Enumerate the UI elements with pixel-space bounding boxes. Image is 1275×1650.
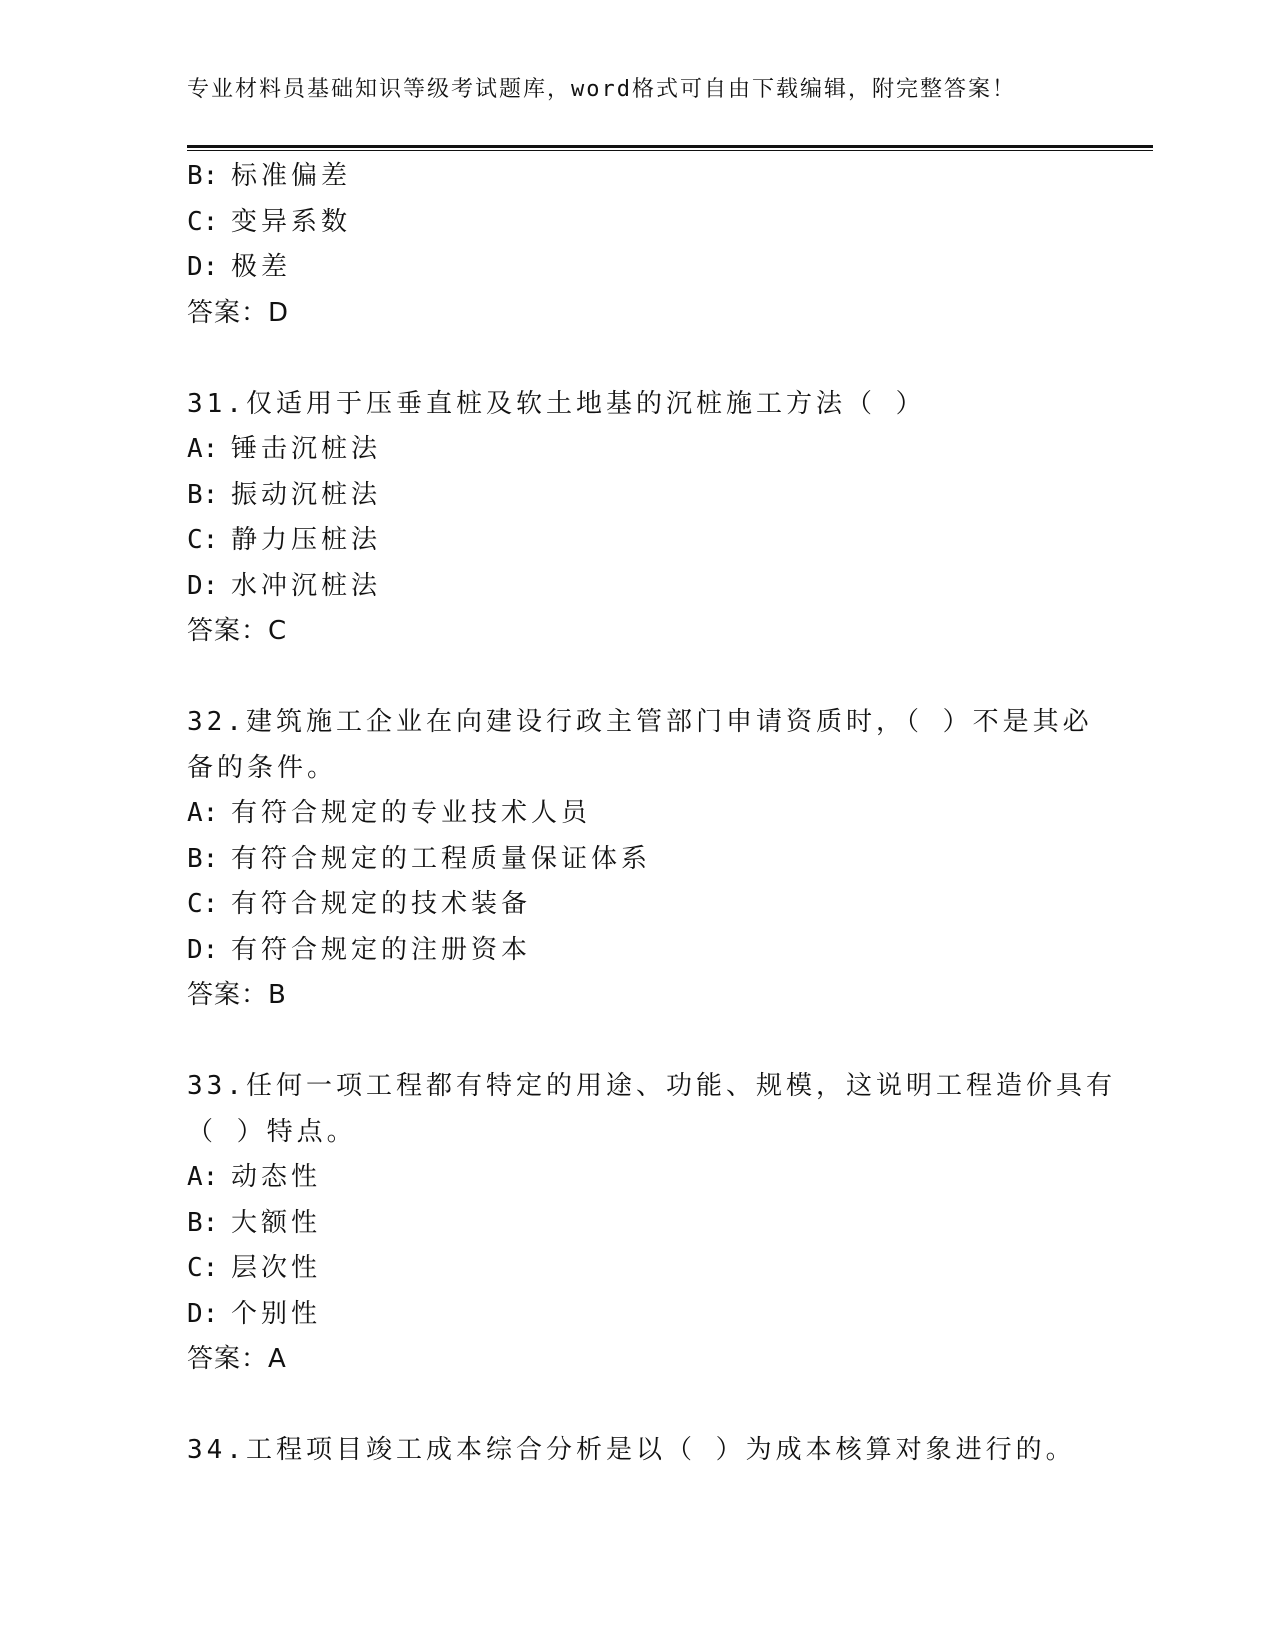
option-line: B: 标准偏差 bbox=[187, 161, 352, 191]
answer-line: 答案：C bbox=[187, 616, 288, 646]
option-line: D: 极差 bbox=[187, 252, 292, 282]
page-header: 专业材料员基础知识等级考试题库，word格式可自由下载编辑，附完整答案！ bbox=[187, 77, 1016, 102]
header-rule-thick bbox=[187, 145, 1153, 148]
option-line: A: 动态性 bbox=[187, 1162, 322, 1192]
question-list bbox=[187, 154, 1116, 1474]
option-line: C: 静力压桩法 bbox=[187, 525, 382, 555]
option-line: A: 锤击沉桩法 bbox=[187, 434, 382, 464]
option-line: C: 有符合规定的技术装备 bbox=[187, 889, 532, 919]
answer-line: 答案：D bbox=[187, 297, 290, 328]
option-line: C: 变异系数 bbox=[187, 206, 352, 237]
option-line: D: 水冲沉桩法 bbox=[187, 570, 382, 601]
question-stem: 32.建筑施工企业在向建设行政主管部门申请资质时，（ ）不是其必 bbox=[187, 707, 1093, 737]
option-line: C: 层次性 bbox=[187, 1253, 322, 1283]
option-line: B: 大额性 bbox=[187, 1207, 322, 1238]
question-stem-continued: （ ）特点。 bbox=[187, 1116, 357, 1147]
option-line: D: 有符合规定的注册资本 bbox=[187, 934, 532, 965]
option-line: D: 个别性 bbox=[187, 1298, 322, 1329]
option-line: B: 振动沉桩法 bbox=[187, 479, 382, 510]
option-line: A: 有符合规定的专业技术人员 bbox=[187, 798, 592, 828]
header-rule-thin bbox=[187, 150, 1153, 151]
question-stem-continued: 备的条件。 bbox=[187, 752, 338, 783]
answer-line: 答案：A bbox=[187, 1344, 287, 1374]
answer-line: 答案：B bbox=[187, 980, 287, 1010]
question-stem: 33.任何一项工程都有特定的用途、功能、规模，这说明工程造价具有 bbox=[187, 1071, 1116, 1101]
question-stem: 31.仅适用于压垂直桩及软土地基的沉桩施工方法（ ） bbox=[187, 388, 926, 419]
question-stem: 34.工程项目竣工成本综合分析是以（ ）为成本核算对象进行的。 bbox=[187, 1435, 1076, 1465]
option-line: B: 有符合规定的工程质量保证体系 bbox=[187, 843, 652, 874]
